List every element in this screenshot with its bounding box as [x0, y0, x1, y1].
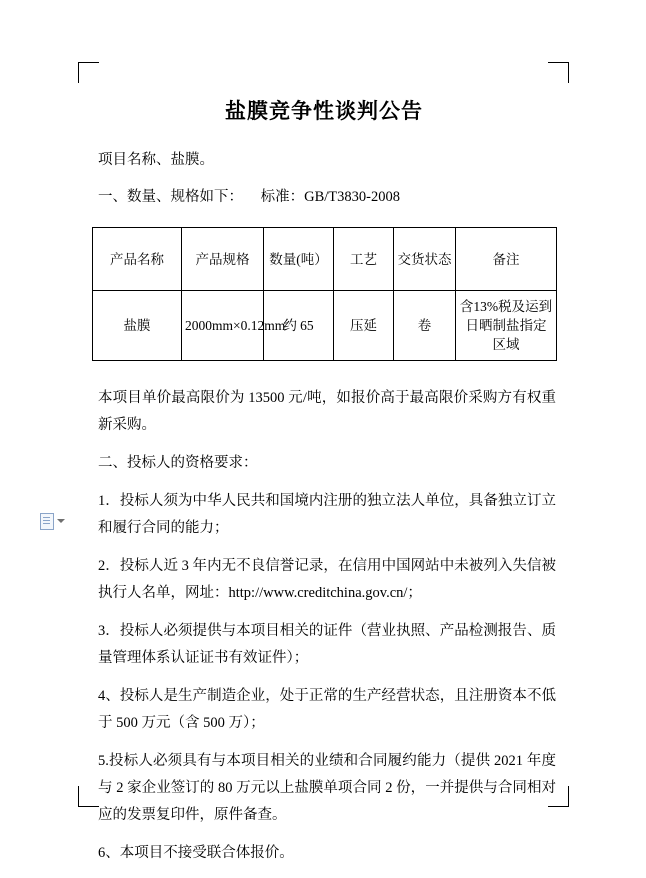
- paragraph-item-4: 4、投标人是生产制造企业，处于正常的生产经营状态，且注册资本不低于 500 万元（含 500 万）；: [98, 688, 556, 731]
- paragraph-item-6: 6、本项目不接受联合体报价。: [98, 845, 294, 861]
- document-content: [92, 95, 556, 878]
- table-header-cell: 产品规格: [182, 228, 264, 291]
- goods-table: [92, 227, 557, 361]
- crop-mark-top-right: [548, 62, 569, 83]
- spec-heading-line: [92, 184, 556, 211]
- project-name-line: 项目名称、盐膜。: [98, 152, 214, 168]
- paragraph-item-5: 5.投标人必须具有与本项目相关的业绩和合同履约能力（提供 2021 年度与 2 家企业签订的 80 万元以上盐膜单项合同 2 份，一并提供与合同相对应的发票复印件，原件备查。: [98, 753, 556, 823]
- table-cell-quantity: 约 65: [264, 291, 334, 361]
- table-cell-spec: 2000mm×0.12mm: [182, 291, 264, 361]
- paragraph-item-3: 3．投标人必须提供与本项目相关的证件（营业执照、产品检测报告、质量管理体系认证证书有效证件）；: [98, 623, 556, 666]
- table-cell-process: 压延: [334, 291, 394, 361]
- paragraph-item-2: 2．投标人近 3 年内无不良信誉记录，在信用中国网站中未被列入失信被执行人名单，网址：http://www.creditchina.gov.cn/；: [98, 558, 556, 601]
- table-cell-remark: 含13%税及运到日晒制盐指定区域: [456, 291, 557, 361]
- crop-mark-top-left: [78, 62, 99, 83]
- table-header-cell: 交货状态: [394, 228, 456, 291]
- table-cell-name: 盐膜: [93, 291, 182, 361]
- paragraph-qualification-heading: 二、投标人的资格要求：: [98, 455, 258, 471]
- chevron-down-icon[interactable]: [57, 519, 65, 523]
- paragraph-item-1: 1．投标人须为中华人民共和国境内注册的独立法人单位，具备独立订立和履行合同的能力；: [98, 493, 556, 536]
- table-row: [93, 291, 557, 361]
- page-title: 盐膜竞争性谈判公告: [225, 99, 423, 123]
- table-header-row: [93, 228, 557, 291]
- spec-heading-text: 一、数量、规格如下：: [98, 189, 243, 205]
- table-header-cell: 产品名称: [93, 228, 182, 291]
- clipboard-sheet-icon: [40, 513, 54, 530]
- body-paragraphs: [92, 385, 556, 867]
- standard-text: 标准：GB/T3830-2008: [260, 189, 400, 205]
- paste-options-icon[interactable]: [40, 513, 66, 529]
- table-header-cell: 数量(吨）: [264, 228, 334, 291]
- table-header-cell: 备注: [456, 228, 557, 291]
- paragraph-price-cap: 本项目单价最高限价为 13500 元/吨，如报价高于最高限价采购方有权重新采购。: [98, 390, 556, 433]
- table-cell-delivery: 卷: [394, 291, 456, 361]
- table-header-cell: 工艺: [334, 228, 394, 291]
